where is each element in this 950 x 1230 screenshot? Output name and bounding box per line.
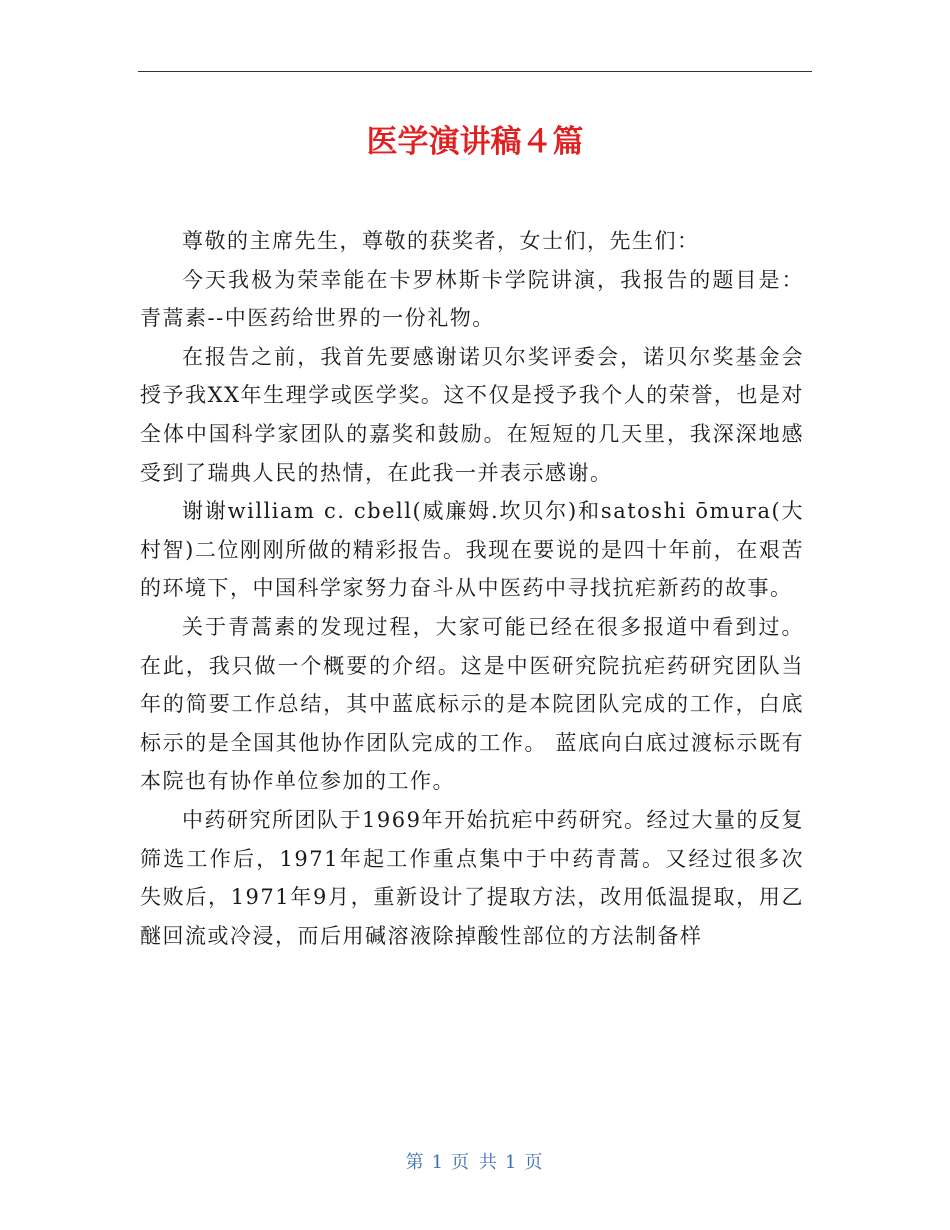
header-rule bbox=[138, 71, 812, 72]
paragraph-thanks-nobel: 在报告之前，我首先要感谢诺贝尔奖评委会，诺贝尔奖基金会授予我XX年生理学或医学奖。这不仅是授予我个人的荣誉，也是对全体中国科学家团队的嘉奖和鼓励。在短短的几天里，我深深地感受到了瑞典人民的热情，在此我一并表示感谢。 bbox=[140, 344, 804, 485]
paragraph-intro: 今天我极为荣幸能在卡罗林斯卡学院讲演，我报告的题目是：青蒿素--中医药给世界的一份礼物。 bbox=[140, 267, 804, 331]
footer-page-total: 1 bbox=[504, 1152, 519, 1173]
paragraph-discovery: 关于青蒿素的发现过程，大家可能已经在很多报道中看到过。在此，我只做一个概要的介绍。这是中医研究院抗疟药研究团队当年的简要工作总结，其中蓝底标示的是本院团队完成的工作，白底标示的是全国其他协作团队完成的工作。 蓝底向白底过渡标示既有本院也有协作单位参加的工作。 bbox=[140, 614, 804, 794]
footer-page-number: 1 bbox=[431, 1152, 446, 1173]
footer-suffix: 页 bbox=[524, 1152, 545, 1173]
document-body bbox=[140, 222, 804, 955]
document-title: 医学演讲稿４篇 bbox=[366, 124, 584, 160]
paragraph-thanks-colleagues: 谢谢william c. cbell(威廉姆.坎贝尔)和satoshi ōmura(大村智)二位刚刚所做的精彩报告。我现在要说的是四十年前，在艰苦的环境下，中国科学家努力奋斗从中医药中寻找抗疟新药的故事。 bbox=[140, 499, 804, 601]
paragraph-salutation: 尊敬的主席先生，尊敬的获奖者，女士们，先生们： bbox=[182, 229, 700, 253]
footer-prefix: 第 bbox=[405, 1152, 426, 1173]
page-footer bbox=[0, 1150, 950, 1176]
paragraph-research: 中药研究所团队于1969年开始抗疟中药研究。经过大量的反复筛选工作后，1971年起工作重点集中于中药青蒿。又经过很多次失败后，1971年9月，重新设计了提取方法，改用低温提取，用乙醚回流或冷浸，而后用碱溶液除掉酸性部位的方法制备样 bbox=[140, 807, 804, 948]
footer-mid: 页 共 bbox=[451, 1152, 499, 1173]
